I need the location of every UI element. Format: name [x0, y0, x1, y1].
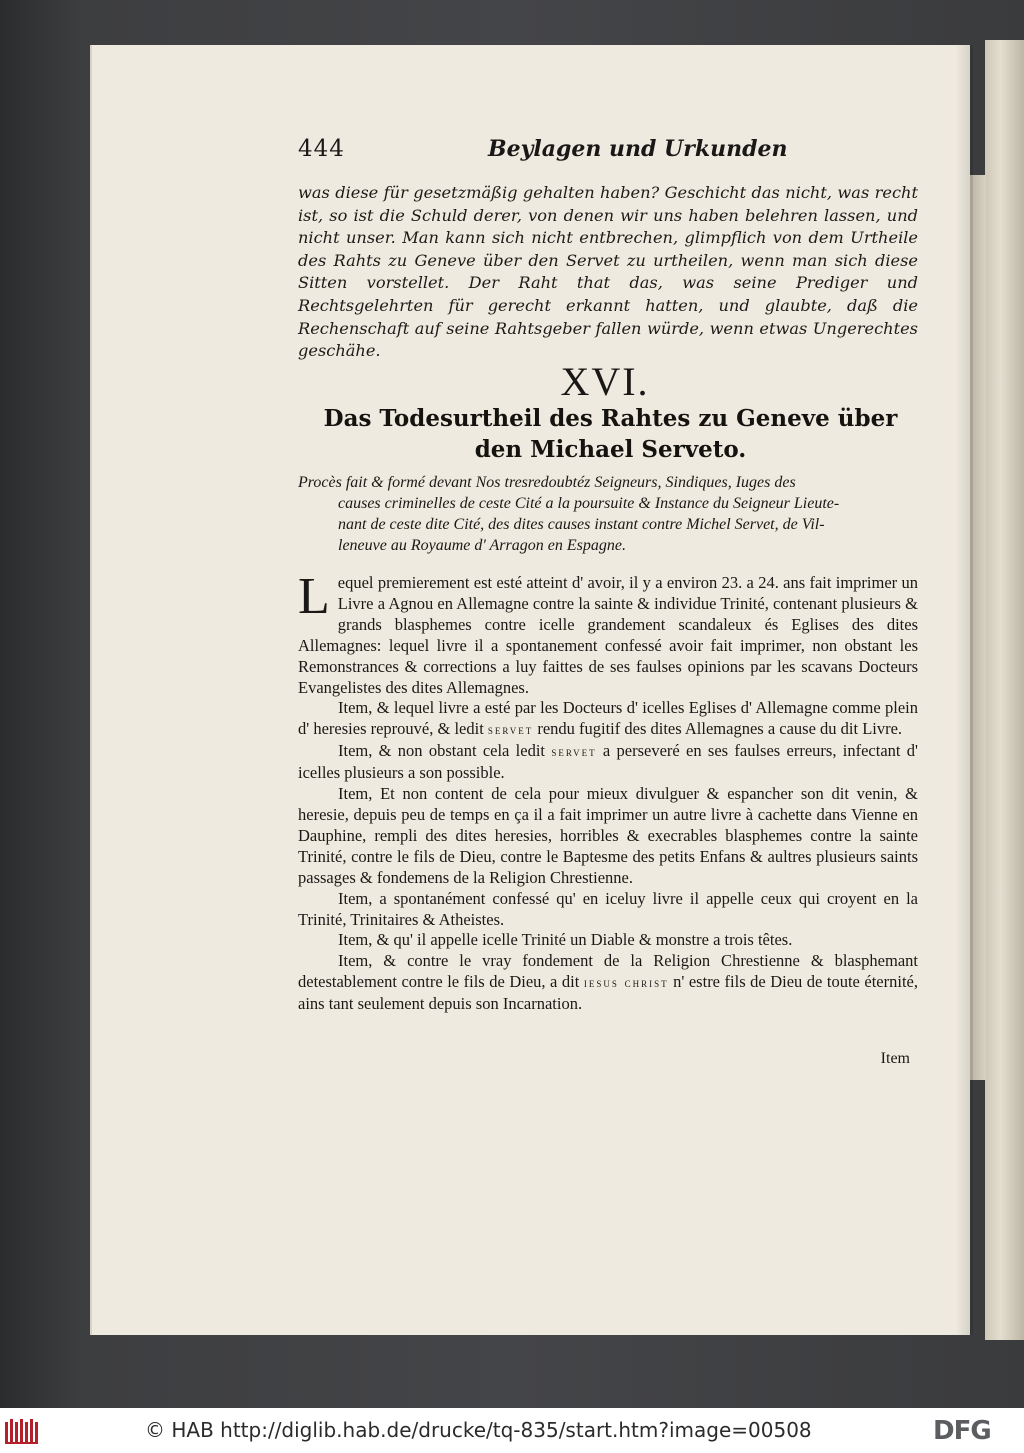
copyright-url-text[interactable]: © HAB http://diglib.hab.de/drucke/tq-835/start.htm?image=00508 [145, 1418, 812, 1442]
proces-line: Procès fait & formé devant Nos tresredoubtéz Seigneurs, Sindiques, Iuges des [298, 474, 796, 491]
section-title: Das Todesurtheil des Rahtes zu Geneve über den Michael Serveto. [323, 405, 898, 463]
french-paragraph: Item, a spontanément confessé qu' en iceluy livre il appelle ceux qui croyent en la Trinité, Trinitaires & Atheistes. [298, 888, 918, 929]
proces-line: nant de ceste dite Cité, des dites causes instant contre Michel Servet, de Vil- [338, 516, 825, 533]
footer-bar [0, 1408, 1024, 1453]
running-head [298, 136, 918, 168]
french-paragraph: Item, & non obstant cela ledit servet a perseveré en ses faulses erreurs, infectant d' icelles plusieurs a son possible. [298, 741, 919, 783]
proces-line: causes criminelles de ceste Cité a la poursuite & Instance du Seigneur Lieute- [338, 495, 840, 512]
french-paragraph: Item, & lequel livre a esté par les Docteurs d' icelles Eglises d' Allemagne comme plein d' heresies reprouvé, & ledit servet rendu fugitif des dites Allemagnes a cause du dit Livre. [298, 698, 918, 739]
drop-cap: L [298, 568, 330, 625]
french-paragraph: Item, & contre le vray fondement de la Religion Chrestienne & blasphemant detestablement contre le fils de Dieu, a dit iesus christ n' estre fils de Dieu de toute éternité, ains tant seulement depuis son Incarnation. [298, 951, 918, 1014]
catchword: Item [880, 1050, 910, 1067]
proces-line: leneuve au Royaume d' Arragon en Espagne. [338, 537, 626, 554]
running-head-title: Beylagen und Urkunden [488, 136, 788, 162]
next-page-edge [985, 40, 1024, 1340]
page-number: 444 [298, 136, 345, 162]
french-text [298, 568, 919, 1015]
french-paragraph: Item, Et non content de cela pour mieux divulguer & espancher son dit venin, & heresie, depuis peu de temps en ça il a fait imprimer un autre livre à cachette dans Vienne en Dauphine, rempli des dites heresies, horribles & execrables blasphemes contre la sainte Trinité, contre le fils de Dieu, contre le Baptesme des petits Enfans & aultres plusieurs saints passages & fondemens de la Religion Chrestienne. [298, 784, 918, 887]
german-paragraph: was diese für gesetzmäßig gehalten haben? Geschicht das nicht, was recht ist, so ist die Schuld derer, von denen wir uns haben belehren lassen, und nicht unser. Man kann sich nicht entbrechen, glimpflich von dem Urtheile des Rahts zu Geneve über den Servet zu urtheilen, wenn man sich diese Sitten vorstellet. Der Raht that das, was seine Prediger und Rechtsgelehrten für gerecht erkannt hatten, und glaubte, daß die Rechenschaft auf seine Rahtsgeber fallen würde, wenn etwas Ungerechtes geschähe. [298, 183, 918, 361]
hab-logo-icon [4, 1416, 44, 1446]
french-paragraph: Item, & qu' il appelle icelle Trinité un Diable & monstre a trois têtes. [338, 930, 793, 950]
page-gutter-shadow [955, 45, 973, 1335]
section-number: XVI. [560, 359, 650, 404]
dfg-logo: DFG [933, 1416, 991, 1446]
proces-heading [298, 472, 918, 556]
french-paragraph: Lequel premierement est esté atteint d' avoir, il y a environ 23. a 24. ans fait imprimer un Livre a Agnou en Allemagne contre la sainte & individue Trinité, contenant plusieurs & grands blasphemes contre icelle grandement scandaleux és Eglises des dites Allemagnes: lequel livre il a spontanement confessé avoir fait imprimer, non obstant les Remonstrances & corrections a luy faittes de ses faulses opinions par les scavans Docteurs Evangelistes des dites Allemagnes. [298, 568, 918, 697]
